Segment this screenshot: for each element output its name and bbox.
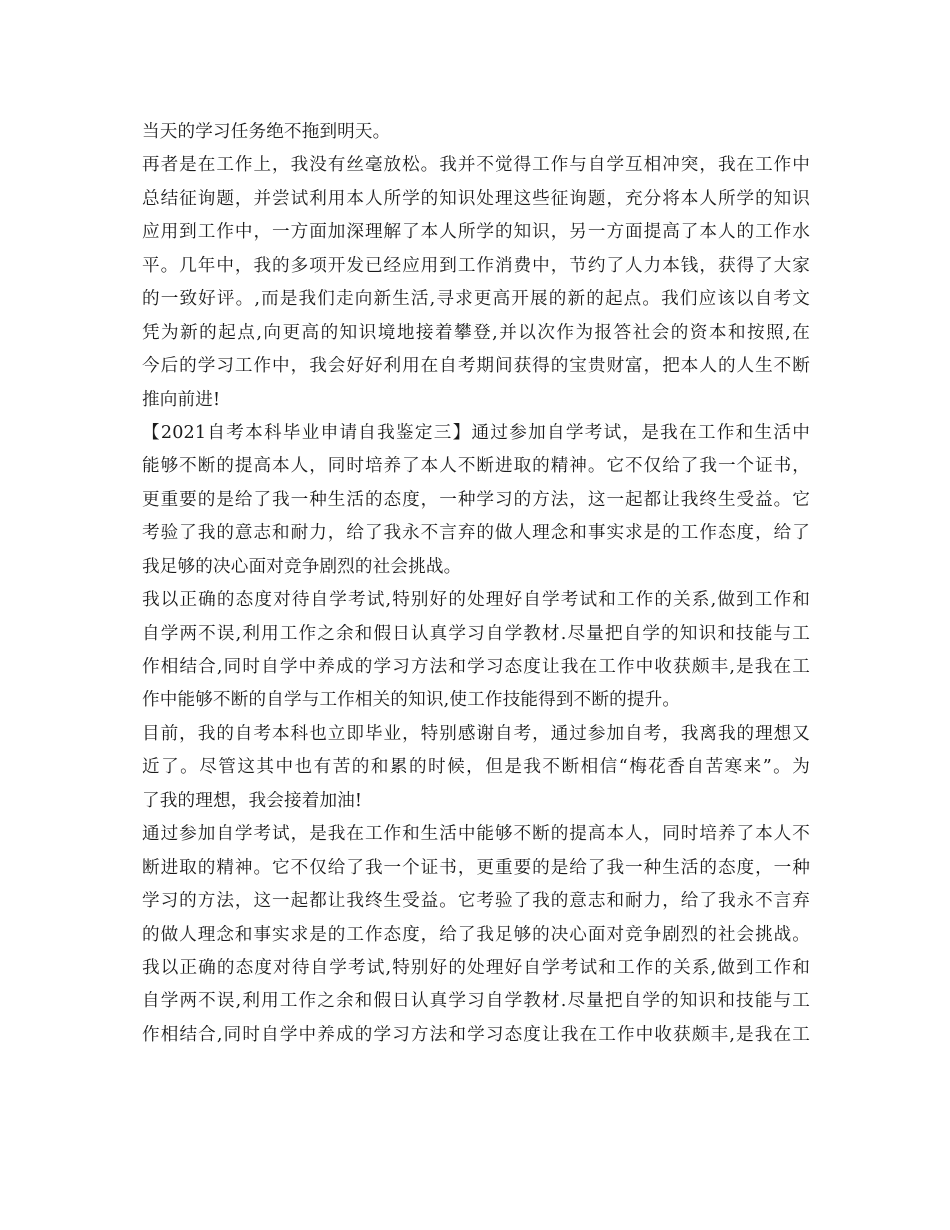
text-line: 作中能够不断的自学与工作相关的知识,使工作技能得到不断的提升。 <box>142 690 681 711</box>
text-line: 平。几年中，我的多项开发已经应用到工作消费中，节约了人力本钱，获得了大家 <box>142 255 810 276</box>
text-line: 应用到工作中，一方面加深理解了本人所学的知识，另一方面提高了本人的工作水 <box>142 222 810 243</box>
text-line: 自学两不误,利用工作之余和假日认真学习自学教材.尽量把自学的知识和技能与工 <box>142 623 810 644</box>
text-line: 今后的学习工作中，我会好好利用在自考期间获得的宝贵财富，把本人的人生不断 <box>142 356 810 377</box>
text-line: 近了。尽管这其中也有苦的和累的时候，但是我不断相信“梅花香自苦寒来”。为 <box>142 757 810 778</box>
text-line: 我以正确的态度对待自学考试,特别好的处理好自学考试和工作的关系,做到工作和 <box>142 957 810 978</box>
text-line: 目前，我的自考本科也立即毕业，特别感谢自考，通过参加自考，我离我的理想又 <box>142 723 810 744</box>
text-line: 凭为新的起点,向更高的知识境地接着攀登,并以次作为报答社会的资本和按照,在 <box>142 322 810 343</box>
document-body <box>142 116 810 1052</box>
text-line: 断进取的精神。它不仅给了我一个证书，更重要的是给了我一种生活的态度，一种 <box>142 857 810 878</box>
text-line: 能够不断的提高本人，同时培养了本人不断进取的精神。它不仅给了我一个证书， <box>142 456 810 477</box>
text-line: 当天的学习任务绝不拖到明天。 <box>142 122 391 142</box>
text-line: 作相结合,同时自学中养成的学习方法和学习态度让我在工作中收获颇丰,是我在工 <box>142 657 810 677</box>
text-line: 考验了我的意志和耐力，给了我永不言弃的做人理念和事实求是的工作态度，给了 <box>142 523 810 544</box>
text-line: 推向前进! <box>142 389 221 410</box>
text-line: 的做人理念和事实求是的工作态度，给了我足够的决心面对竞争剧烈的社会挑战。 <box>142 924 810 945</box>
text-line: 再者是在工作上，我没有丝毫放松。我并不觉得工作与自学互相冲突，我在工作中 <box>142 155 810 176</box>
text-line: 更重要的是给了我一种生活的态度，一种学习的方法，这一起都让我终生受益。它 <box>142 489 810 510</box>
text-line: 我以正确的态度对待自学考试,特别好的处理好自学考试和工作的关系,做到工作和 <box>142 590 810 611</box>
text-line: 了我的理想，我会接着加油! <box>142 790 363 811</box>
text-line: 我足够的决心面对竞争剧烈的社会挑战。 <box>142 556 462 577</box>
text-line: 通过参加自学考试，是我在工作和生活中能够不断的提高本人，同时培养了本人不 <box>142 824 810 845</box>
text-line: 【2021自考本科毕业申请自我鉴定三】通过参加自学考试，是我在工作和生活中 <box>142 422 810 443</box>
text-line: 自学两不误,利用工作之余和假日认真学习自学教材.尽量把自学的知识和技能与工 <box>142 991 810 1012</box>
text-line: 总结征询题，并尝试利用本人所学的知识处理这些征询题，充分将本人所学的知识 <box>142 188 810 209</box>
text-line: 的一致好评。,而是我们走向新生活,寻求更高开展的新的起点。我们应该以自考文 <box>142 289 810 310</box>
text-line: 作相结合,同时自学中养成的学习方法和学习态度让我在工作中收获颇丰,是我在工 <box>142 1024 810 1045</box>
text-line: 学习的方法，这一起都让我终生受益。它考验了我的意志和耐力，给了我永不言弃 <box>142 891 810 912</box>
